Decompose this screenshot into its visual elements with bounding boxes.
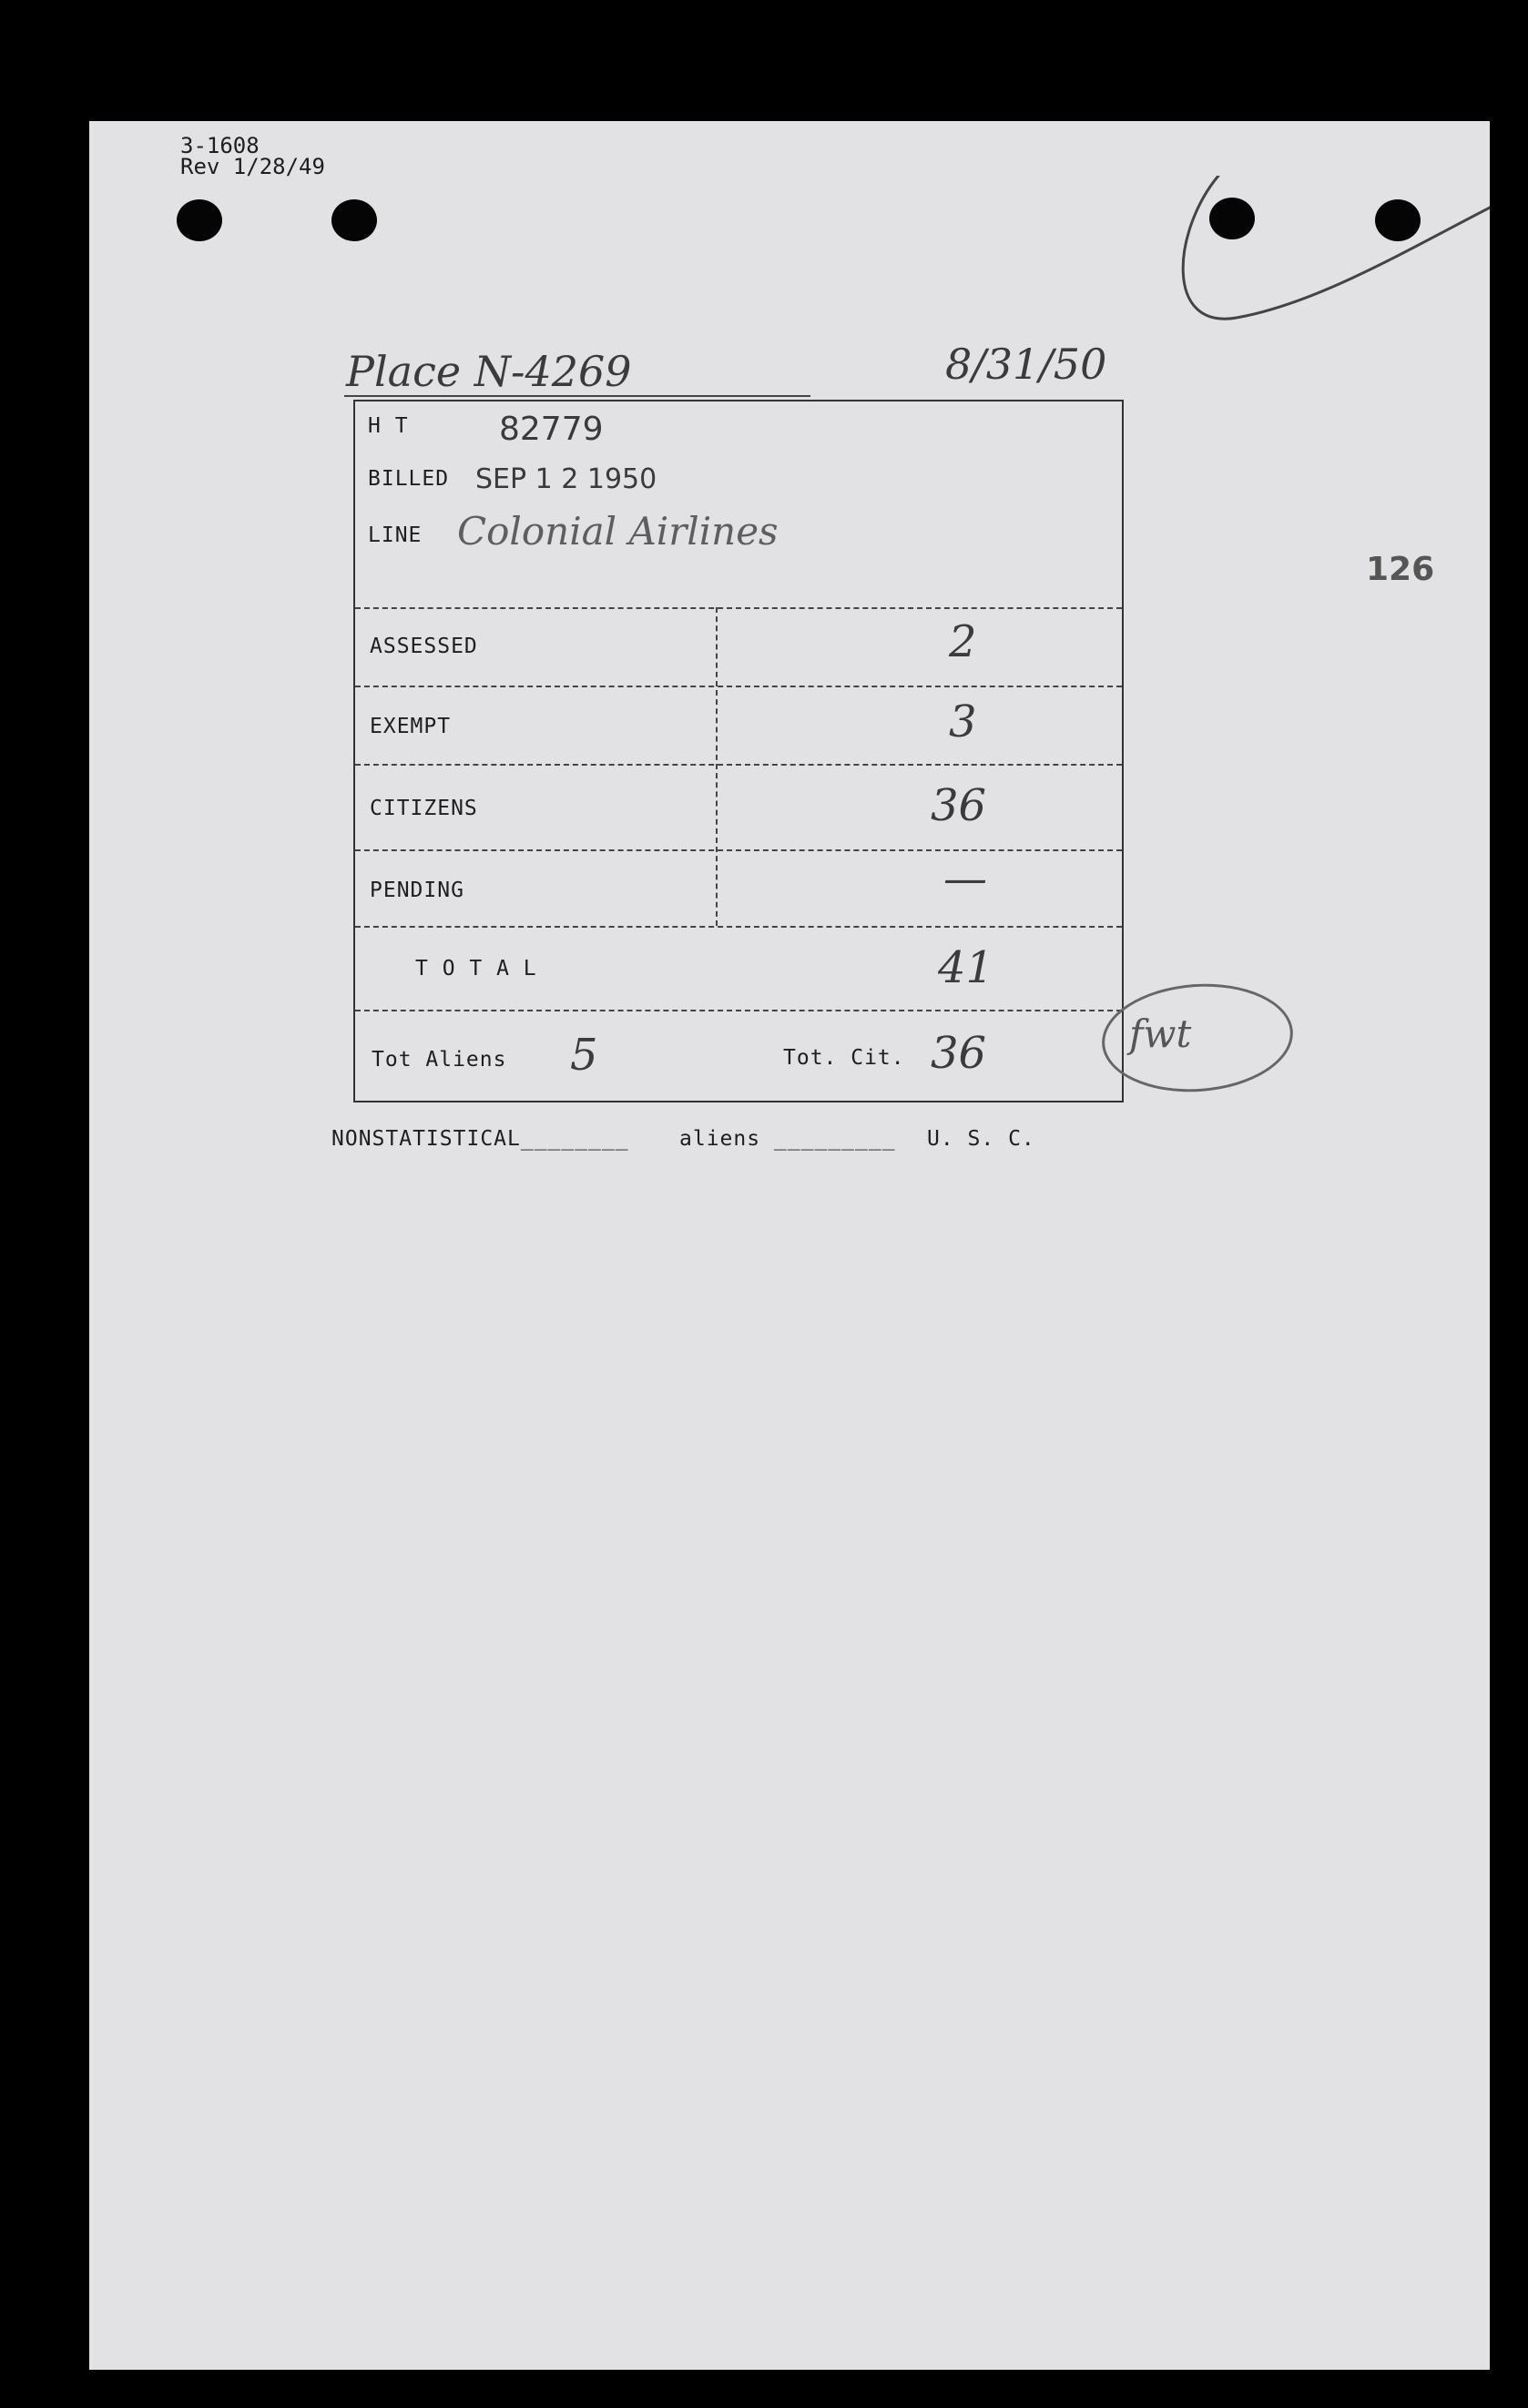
tally-form [353, 400, 1124, 1102]
tot-cit-value: 36 [931, 1028, 987, 1079]
divider [355, 1010, 1122, 1011]
form-code: 3-1608 [180, 133, 260, 158]
aliens-text: aliens _________ [679, 1127, 896, 1151]
tot-cit-label: Tot. Cit. [783, 1046, 905, 1070]
column-divider [716, 607, 718, 926]
initials-circle [1098, 978, 1297, 1098]
punch-hole-icon [177, 199, 222, 241]
line-label: LINE [368, 523, 423, 547]
divider [355, 686, 1122, 687]
citizens-label: CITIZENS [370, 797, 478, 820]
nonstatistical-label: NONSTATISTICAL________ [331, 1127, 629, 1151]
exempt-label: EXEMPT [370, 715, 452, 738]
divider [355, 607, 1122, 609]
tot-aliens-label: Tot Aliens [372, 1048, 507, 1072]
exempt-value: 3 [949, 696, 977, 747]
form-revision: Rev 1/28/49 [180, 154, 325, 179]
total-value: 41 [938, 942, 994, 993]
billed-date: SEP 1 2 1950 [475, 463, 657, 495]
ht-value: 82779 [499, 411, 604, 448]
document-page [89, 121, 1490, 2370]
assessed-value: 2 [949, 616, 977, 667]
divider [355, 926, 1122, 928]
pending-value: — [943, 853, 987, 904]
place-underline [344, 395, 810, 397]
initials: fwt [1129, 1011, 1192, 1056]
divider [355, 849, 1122, 851]
total-label: T O T A L [415, 957, 537, 980]
check-mark-icon [1118, 176, 1490, 358]
punch-hole-icon [331, 199, 377, 241]
form-code-block [180, 133, 325, 179]
citizens-value: 36 [931, 780, 987, 831]
date-note: 8/31/50 [945, 340, 1107, 389]
tot-aliens-value: 5 [570, 1030, 598, 1081]
page-number: 126 [1366, 551, 1435, 588]
divider [355, 764, 1122, 766]
ht-label: H T [368, 414, 409, 438]
place-note: Place N-4269 [346, 347, 632, 396]
assessed-label: ASSESSED [370, 635, 478, 658]
pending-label: PENDING [370, 879, 464, 902]
usc-text: U. S. C. [927, 1127, 1035, 1151]
airline-name: Colonial Airlines [457, 509, 779, 554]
billed-label: BILLED [368, 467, 450, 491]
